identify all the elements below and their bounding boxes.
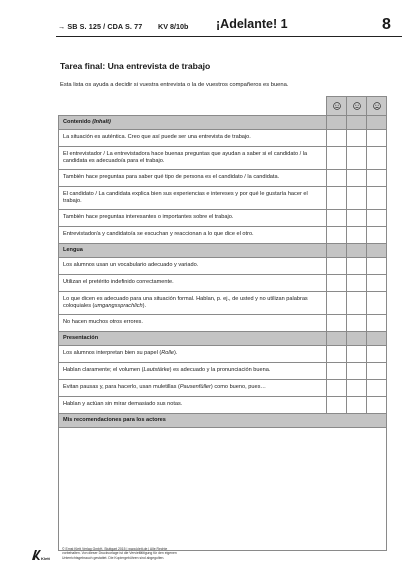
criterion-text: Los alumnos usan un vocabulario adecuado y variado.: [59, 258, 327, 275]
rating-checkbox-cell[interactable]: [367, 258, 387, 275]
rating-checkbox-cell[interactable]: [367, 346, 387, 363]
copyright-line: © Ernst Klett Verlag GmbH, Stuttgart 2015 | www.klett.de | Alle Rechte: [62, 547, 168, 551]
rating-checkbox-cell[interactable]: [327, 363, 347, 380]
criterion-row: [59, 170, 387, 187]
rating-checkbox-cell[interactable]: [327, 210, 347, 227]
rating-checkbox-cell[interactable]: [327, 130, 347, 147]
page-header: [0, 16, 416, 44]
header-rule: [56, 36, 402, 37]
criterion-text-part: ).: [142, 303, 147, 309]
criterion-text-part: ) como bueno, pues…: [210, 384, 266, 391]
rating-header-row: [59, 97, 387, 116]
copyright-line: Unterrichtsgebrauch gestattet. Die Kopiergebühren sind abgegolten.: [62, 555, 165, 560]
rating-checkbox-cell[interactable]: [347, 363, 367, 380]
rating-checkbox-cell[interactable]: [367, 227, 387, 244]
rating-checkbox-cell[interactable]: [347, 187, 367, 210]
rating-checkbox-cell[interactable]: [347, 292, 367, 315]
criterion-text-part: Lo que dicen es adecuado para una situación formal. Hablan, p. ej., de usted y no utilizan palabras coloquiales (: [63, 295, 308, 309]
criterion-text: El entrevistador / La entrevistadora hace buenas preguntas que ayudan a saber si el candidato / la candidata es adecuado/a para el trabajo.: [59, 147, 327, 170]
rating-checkbox-cell[interactable]: [367, 380, 387, 397]
evaluation-checklist: [58, 96, 387, 551]
worksheet-intro: Esta lista os ayuda a decidir si vuestra entrevista o la de vuestros compañeros es buena.: [60, 82, 289, 88]
section-heading-note: (Inhalt): [92, 118, 111, 125]
worksheet-code: KV 8/10b: [158, 22, 189, 31]
rating-checkbox-cell[interactable]: [347, 258, 367, 275]
criterion-text: La situación es auténtica. Creo que así puede ser una entrevista de trabajo.: [59, 130, 327, 147]
klett-logo: [30, 548, 50, 562]
rating-checkbox-cell[interactable]: [327, 147, 347, 170]
rating-checkbox-cell[interactable]: [367, 363, 387, 380]
textbook-reference: → SB S. 125 / CDA S. 77: [58, 22, 143, 31]
criterion-text: [59, 363, 327, 380]
rating-checkbox-cell[interactable]: [367, 170, 387, 187]
recommendations-writing-area[interactable]: [59, 428, 387, 551]
criterion-row: [59, 292, 387, 315]
rating-header-cell: [347, 97, 367, 116]
criterion-german-term: Rolle: [161, 350, 175, 357]
rating-checkbox-cell[interactable]: [347, 346, 367, 363]
criterion-text: Hablan y actúan sin mirar demasiado sus notas.: [59, 397, 327, 414]
section-heading: [59, 332, 327, 346]
section-header-cell: [347, 244, 367, 258]
criterion-text: El candidato / La candidata explica bien sus experiencias e intereses y por qué le gustaría hacer el trabajo.: [59, 187, 327, 210]
rating-checkbox-cell[interactable]: [367, 292, 387, 315]
empty-header-cell: [59, 97, 327, 116]
rating-checkbox-cell[interactable]: [367, 187, 387, 210]
book-title: ¡Adelante! 1: [216, 17, 288, 31]
criterion-german-term: Pausenfüller: [179, 384, 211, 391]
section-header-cell: [327, 116, 347, 130]
section-heading-text: Presentación: [63, 334, 99, 341]
rating-checkbox-cell[interactable]: [347, 130, 367, 147]
rating-checkbox-cell[interactable]: [367, 210, 387, 227]
section-header-cell: [327, 332, 347, 346]
criterion-text: Entrevistador/a y candidato/a se escuchan y reaccionan a lo que dice el otro.: [59, 227, 327, 244]
criterion-row: [59, 380, 387, 397]
section-header-row: [59, 244, 387, 258]
copyright-line: vorbehalten. Von dieser Druckvorlage ist die Vervielfältigung für den eigenen: [62, 551, 177, 556]
rating-checkbox-cell[interactable]: [327, 315, 347, 332]
rating-checkbox-cell[interactable]: [327, 275, 347, 292]
section-header-cell: [327, 244, 347, 258]
recommendations-heading: Mis recomendaciones para los actores: [59, 414, 387, 428]
page-footer: [30, 547, 330, 567]
criterion-german-term: Lautstärke: [143, 367, 170, 374]
criterion-text-part: ) es adecuado y la pronunciación buena.: [169, 367, 271, 374]
recommendations-header-row: [59, 414, 387, 428]
section-heading: [59, 116, 327, 130]
rating-checkbox-cell[interactable]: [367, 130, 387, 147]
rating-checkbox-cell[interactable]: [367, 397, 387, 414]
criterion-german-term: umgangssprachlich: [94, 303, 143, 309]
rating-checkbox-cell[interactable]: [327, 258, 347, 275]
unit-number: 8: [382, 16, 391, 33]
rating-checkbox-cell[interactable]: [347, 397, 367, 414]
criterion-text-part: Hablan claramente; el volumen (: [63, 367, 144, 374]
rating-checkbox-cell[interactable]: [327, 227, 347, 244]
logo-text: Klett: [41, 556, 50, 561]
neutral-face-icon: [353, 102, 361, 110]
criterion-row: [59, 346, 387, 363]
rating-checkbox-cell[interactable]: [327, 187, 347, 210]
criterion-text: También hace preguntas interesantes o importantes sobre el trabajo.: [59, 210, 327, 227]
criterion-text: No hacen muchos otros errores.: [59, 315, 327, 332]
criterion-text: Utilizan el pretérito indefinido correctamente.: [59, 275, 327, 292]
criterion-row: [59, 397, 387, 414]
rating-checkbox-cell[interactable]: [367, 147, 387, 170]
recommendations-notes-row: [59, 428, 387, 551]
criterion-text: [59, 380, 327, 397]
rating-checkbox-cell[interactable]: [347, 210, 367, 227]
rating-checkbox-cell[interactable]: [367, 275, 387, 292]
section-heading-text: Lengua: [63, 246, 83, 253]
criterion-row: [59, 227, 387, 244]
rating-checkbox-cell[interactable]: [347, 147, 367, 170]
section-heading: [59, 244, 327, 258]
rating-checkbox-cell[interactable]: [367, 315, 387, 332]
copyright-notice: [62, 547, 262, 560]
criterion-row: [59, 187, 387, 210]
rating-checkbox-cell[interactable]: [327, 346, 347, 363]
rating-checkbox-cell[interactable]: [347, 380, 367, 397]
section-header-cell: [367, 332, 387, 346]
criterion-text: [59, 292, 327, 315]
rating-checkbox-cell[interactable]: [347, 275, 367, 292]
rating-checkbox-cell[interactable]: [347, 170, 367, 187]
criterion-row: [59, 258, 387, 275]
criterion-row: [59, 275, 387, 292]
sad-face-icon: [373, 102, 381, 110]
section-header-row: [59, 332, 387, 346]
rating-checkbox-cell[interactable]: [347, 315, 367, 332]
section-header-cell: [347, 116, 367, 130]
rating-checkbox-cell[interactable]: [327, 397, 347, 414]
rating-header-cell: [367, 97, 387, 116]
criterion-text: [59, 346, 327, 363]
criterion-text-part: Los alumnos interpretan bien su papel (: [63, 350, 162, 357]
criterion-text-part: Evitan pausas y, para hacerlo, usan muletillas (: [63, 384, 180, 391]
criterion-text-part: ).: [174, 350, 178, 357]
criterion-row: [59, 130, 387, 147]
criterion-row: [59, 363, 387, 380]
section-header-cell: [347, 332, 367, 346]
rating-checkbox-cell[interactable]: [347, 227, 367, 244]
section-header-row: [59, 116, 387, 130]
criterion-row: [59, 315, 387, 332]
section-header-cell: [367, 116, 387, 130]
rating-checkbox-cell[interactable]: [327, 292, 347, 315]
criterion-row: [59, 147, 387, 170]
rating-header-cell: [327, 97, 347, 116]
criterion-row: [59, 210, 387, 227]
rating-checkbox-cell[interactable]: [327, 380, 347, 397]
rating-checkbox-cell[interactable]: [327, 170, 347, 187]
section-heading-text: Contenido: [63, 118, 91, 125]
criterion-text: También hace preguntas para saber qué tipo de persona es el candidato / la candidata.: [59, 170, 327, 187]
worksheet-title: Tarea final: Una entrevista de trabajo: [60, 61, 211, 71]
section-header-cell: [367, 244, 387, 258]
happy-face-icon: [333, 102, 341, 110]
